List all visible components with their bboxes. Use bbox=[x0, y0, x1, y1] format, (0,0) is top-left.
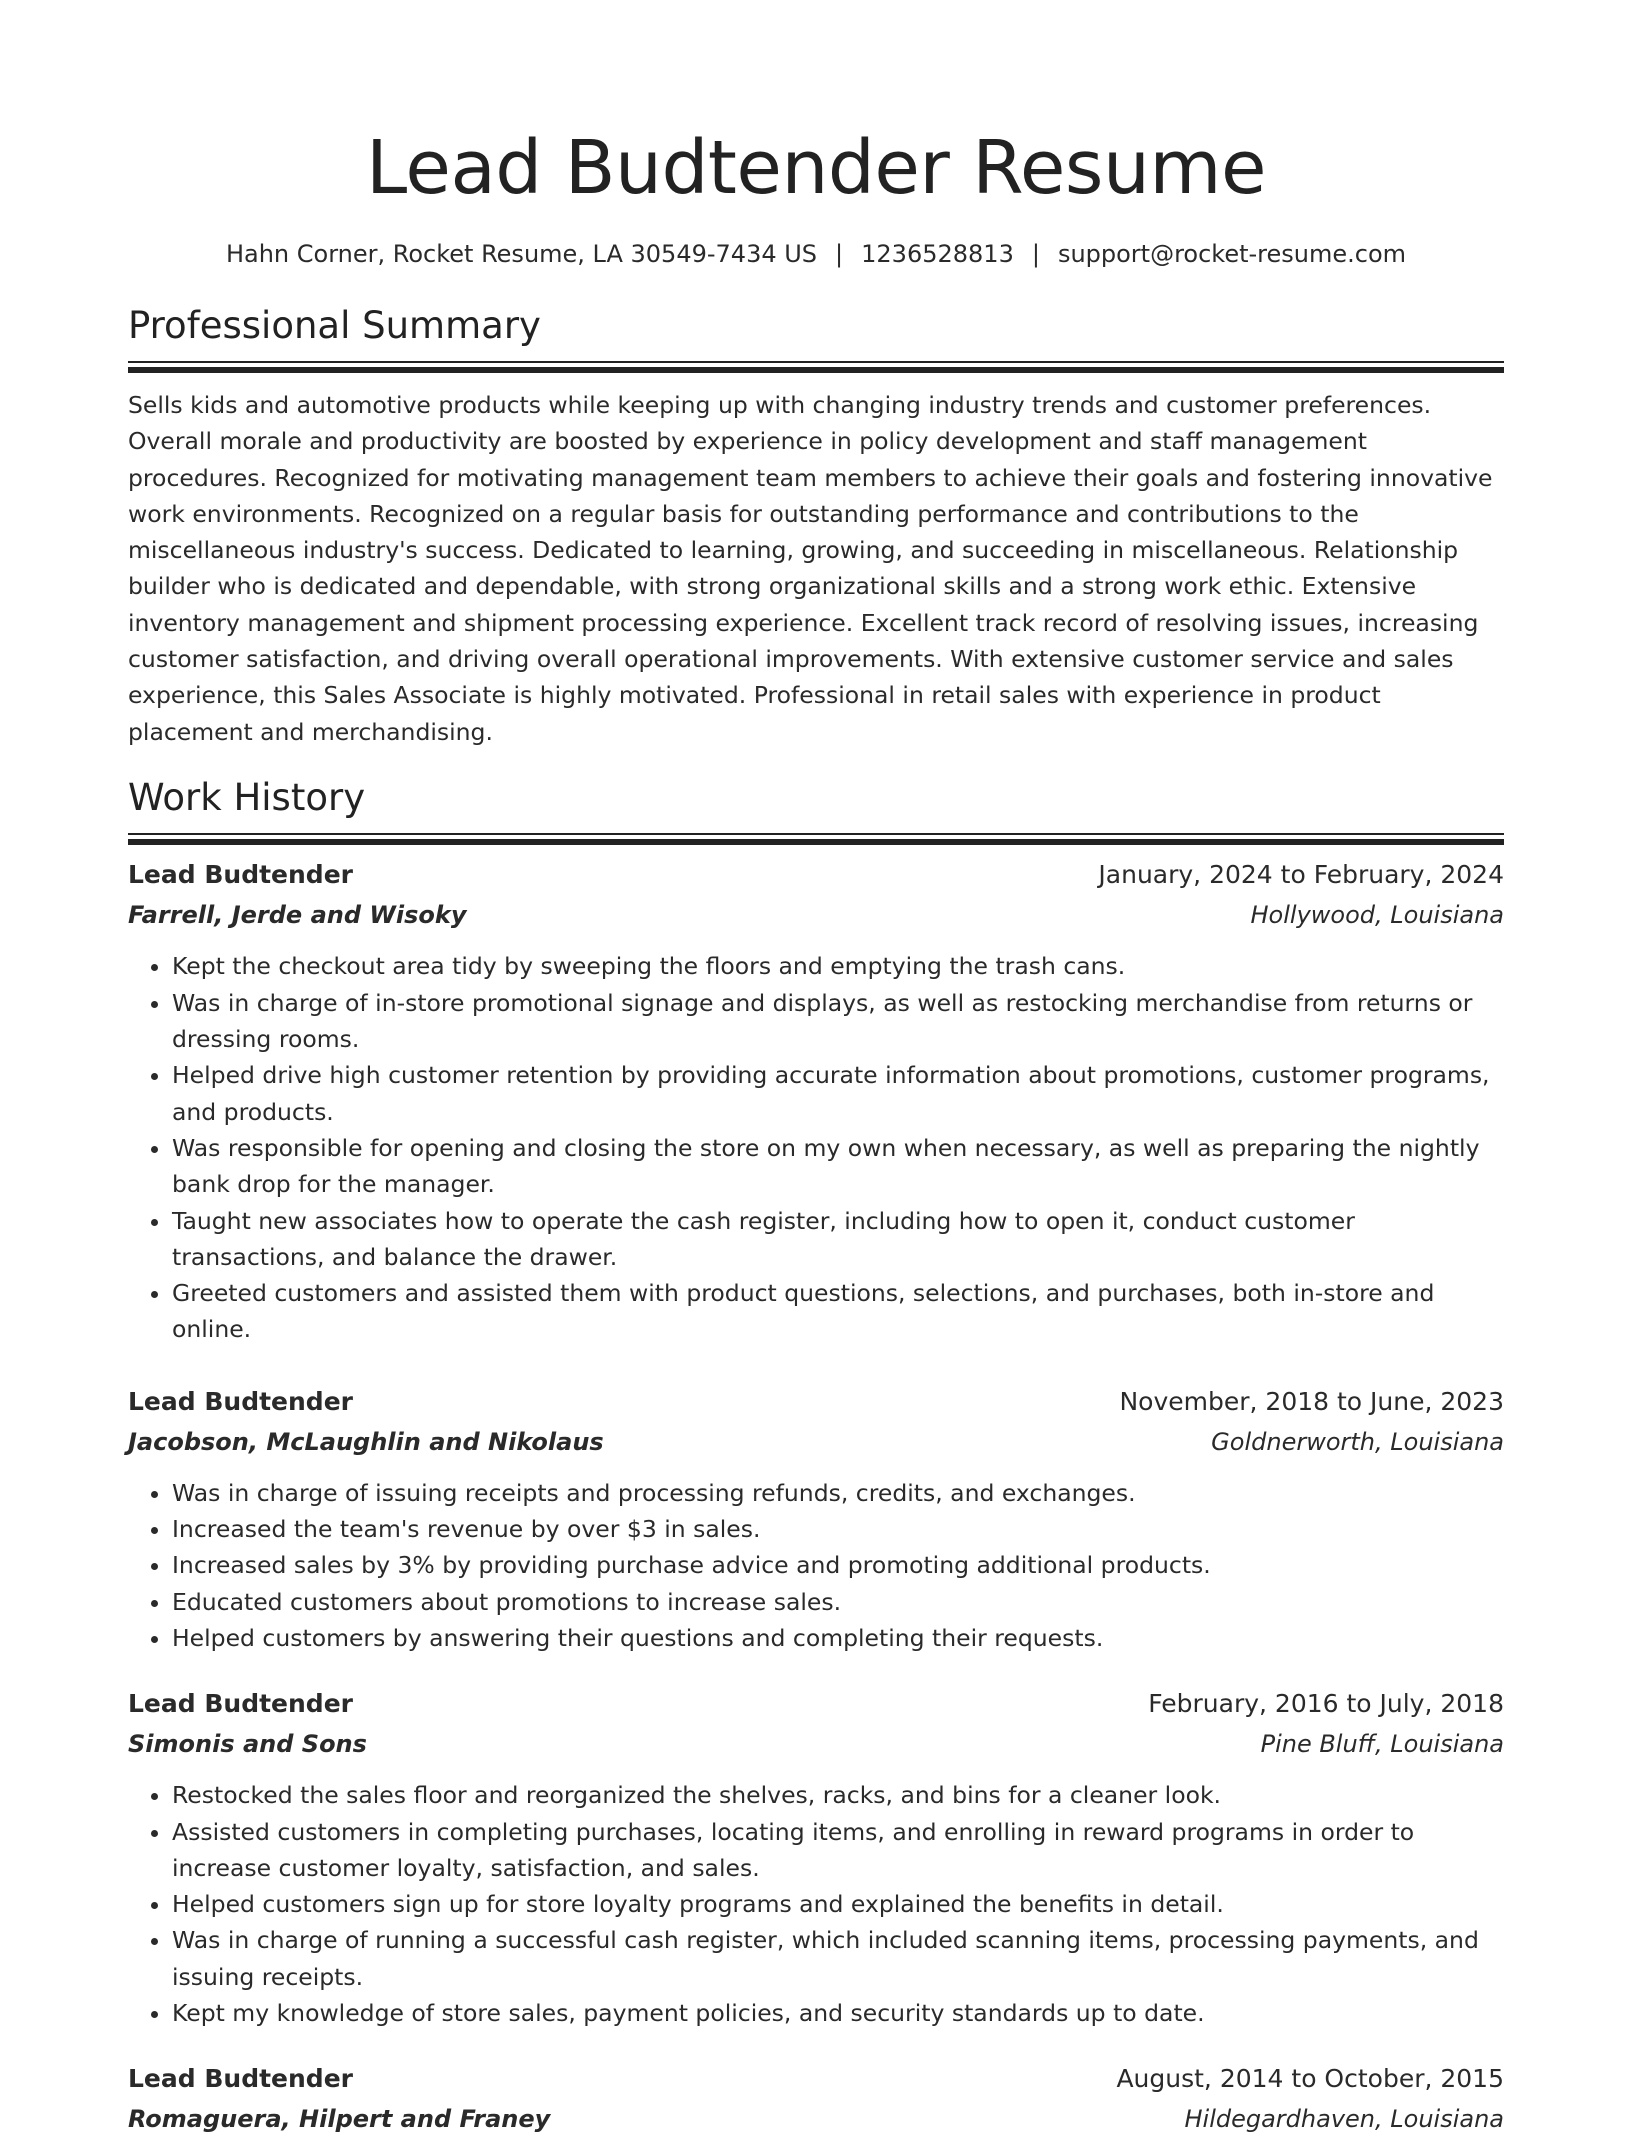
job-bullet: • Greeted customers and assisted them with product questions, selections, and purchases, both in-store and online. bbox=[172, 1275, 1504, 1348]
job-title: Lead Budtender bbox=[128, 2064, 353, 2094]
section-divider bbox=[128, 833, 1504, 835]
job-location: Hildegardhaven, Louisiana bbox=[1184, 2105, 1504, 2134]
job-company-row bbox=[128, 2099, 1504, 2139]
section-divider bbox=[128, 361, 1504, 363]
job-bullet: • Educated customers about promotions to increase sales. bbox=[172, 1584, 1504, 1620]
job-dates: February, 2016 to July, 2018 bbox=[1148, 1689, 1504, 1719]
professional-summary-heading: Professional Summary bbox=[128, 304, 541, 347]
section-divider bbox=[128, 839, 1504, 845]
job-location: Hollywood, Louisiana bbox=[1250, 901, 1504, 930]
job-dates: August, 2014 to October, 2015 bbox=[1116, 2064, 1504, 2094]
job-title: Lead Budtender bbox=[128, 1386, 353, 1416]
contact-separator: | bbox=[835, 240, 844, 268]
job-header-row bbox=[128, 2059, 1504, 2099]
job-location: Goldnerworth, Louisiana bbox=[1211, 1427, 1504, 1456]
job-company: Jacobson, McLaughlin and Nikolaus bbox=[128, 1427, 604, 1456]
job-entry bbox=[128, 855, 1504, 1347]
job-company-row bbox=[128, 1724, 1504, 1764]
job-header-row bbox=[128, 1684, 1504, 1724]
contact-email[interactable]: support@rocket-resume.com bbox=[1057, 240, 1407, 268]
job-bullet: • Was in charge of running a successful cash register, which included scanning items, processing payments, and issuing receipts. bbox=[172, 1922, 1504, 1995]
job-dates: January, 2024 to February, 2024 bbox=[1098, 860, 1504, 890]
contact-line bbox=[128, 236, 1504, 272]
work-history-section bbox=[128, 773, 1504, 2139]
job-bullet: • Increased the team's revenue by over $3 in sales. bbox=[172, 1511, 1504, 1547]
job-title: Lead Budtender bbox=[128, 860, 353, 890]
job-bullet: • Was in charge of issuing receipts and processing refunds, credits, and exchanges. bbox=[172, 1475, 1504, 1511]
job-location: Pine Bluff, Louisiana bbox=[1260, 1730, 1504, 1759]
job-header-row bbox=[128, 1382, 1504, 1422]
job-bullet-list bbox=[128, 1475, 1504, 1656]
job-header-row bbox=[128, 855, 1504, 895]
job-company: Simonis and Sons bbox=[128, 1730, 367, 1759]
job-company-row bbox=[128, 1422, 1504, 1462]
job-title: Lead Budtender bbox=[128, 1689, 353, 1719]
job-bullet: • Kept the checkout area tidy by sweeping the floors and emptying the trash cans. bbox=[172, 948, 1504, 984]
contact-address: Hahn Corner, Rocket Resume, LA 30549-7434 US bbox=[225, 240, 818, 268]
work-history-heading: Work History bbox=[128, 776, 366, 820]
job-bullet: • Helped customers sign up for store loyalty programs and explained the benefits in detail. bbox=[172, 1886, 1504, 1922]
job-list bbox=[128, 855, 1504, 2139]
job-bullet: • Kept my knowledge of store sales, payment policies, and security standards up to date. bbox=[172, 1995, 1504, 2031]
job-bullet-list bbox=[128, 1777, 1504, 2031]
job-bullet: • Assisted customers in completing purchases, locating items, and enrolling in reward programs in order to increase customer loyalty, satisfaction, and sales. bbox=[172, 1814, 1504, 1887]
job-bullet: • Helped drive high customer retention by providing accurate information about promotions, customer programs, and products. bbox=[172, 1057, 1504, 1130]
job-entry bbox=[128, 1684, 1504, 2031]
job-bullet: • Was in charge of in-store promotional signage and displays, as well as restocking merchandise from returns or dressing rooms. bbox=[172, 985, 1504, 1058]
job-bullet: • Was responsible for opening and closing the store on my own when necessary, as well as preparing the nightly bank drop for the manager. bbox=[172, 1130, 1504, 1203]
job-company: Romaguera, Hilpert and Franey bbox=[128, 2105, 551, 2134]
job-bullet: • Restocked the sales floor and reorganized the shelves, racks, and bins for a cleaner look. bbox=[172, 1777, 1504, 1813]
job-bullet: • Helped customers by answering their questions and completing their requests. bbox=[172, 1620, 1504, 1656]
job-company-row bbox=[128, 895, 1504, 935]
summary-text: Sells kids and automotive products while keeping up with changing industry trends and customer preferences. Overall morale and productivity are boosted by experience in policy development and staff management procedures. Recognized for motivating management team members to achieve their goals and fostering innovative work environments. Recognized on a regular basis for outstanding performance and contributions to the miscellaneous industry's success. Dedicated to learning, growing, and succeeding in miscellaneous. Relationship builder who is dedicated and dependable, with strong organizational skills and a strong work ethic. Extensive inventory management and shipment processing experience. Excellent track record of resolving issues, increasing customer satisfaction, and driving overall operational improvements. With extensive customer service and sales experience, this Sales Associate is highly motivated. Professional in retail sales with experience in product placement and merchandising. bbox=[128, 391, 1493, 746]
contact-phone: 1236528813 bbox=[861, 240, 1014, 268]
job-dates: November, 2018 to June, 2023 bbox=[1119, 1386, 1504, 1416]
professional-summary-section bbox=[128, 301, 1504, 750]
resume-page bbox=[128, 0, 1504, 2139]
job-entry bbox=[128, 2059, 1504, 2139]
contact-separator: | bbox=[1031, 240, 1040, 268]
job-entry bbox=[128, 1382, 1504, 1656]
job-bullet-list bbox=[128, 948, 1504, 1347]
resume-title: Lead Budtender Resume bbox=[365, 125, 1266, 211]
job-bullet: • Taught new associates how to operate the cash register, including how to open it, conduct customer transactions, and balance the drawer. bbox=[172, 1203, 1504, 1276]
job-company: Farrell, Jerde and Wisoky bbox=[128, 901, 467, 930]
job-bullet: • Increased sales by 3% by providing purchase advice and promoting additional products. bbox=[172, 1547, 1504, 1583]
section-divider bbox=[128, 367, 1504, 373]
